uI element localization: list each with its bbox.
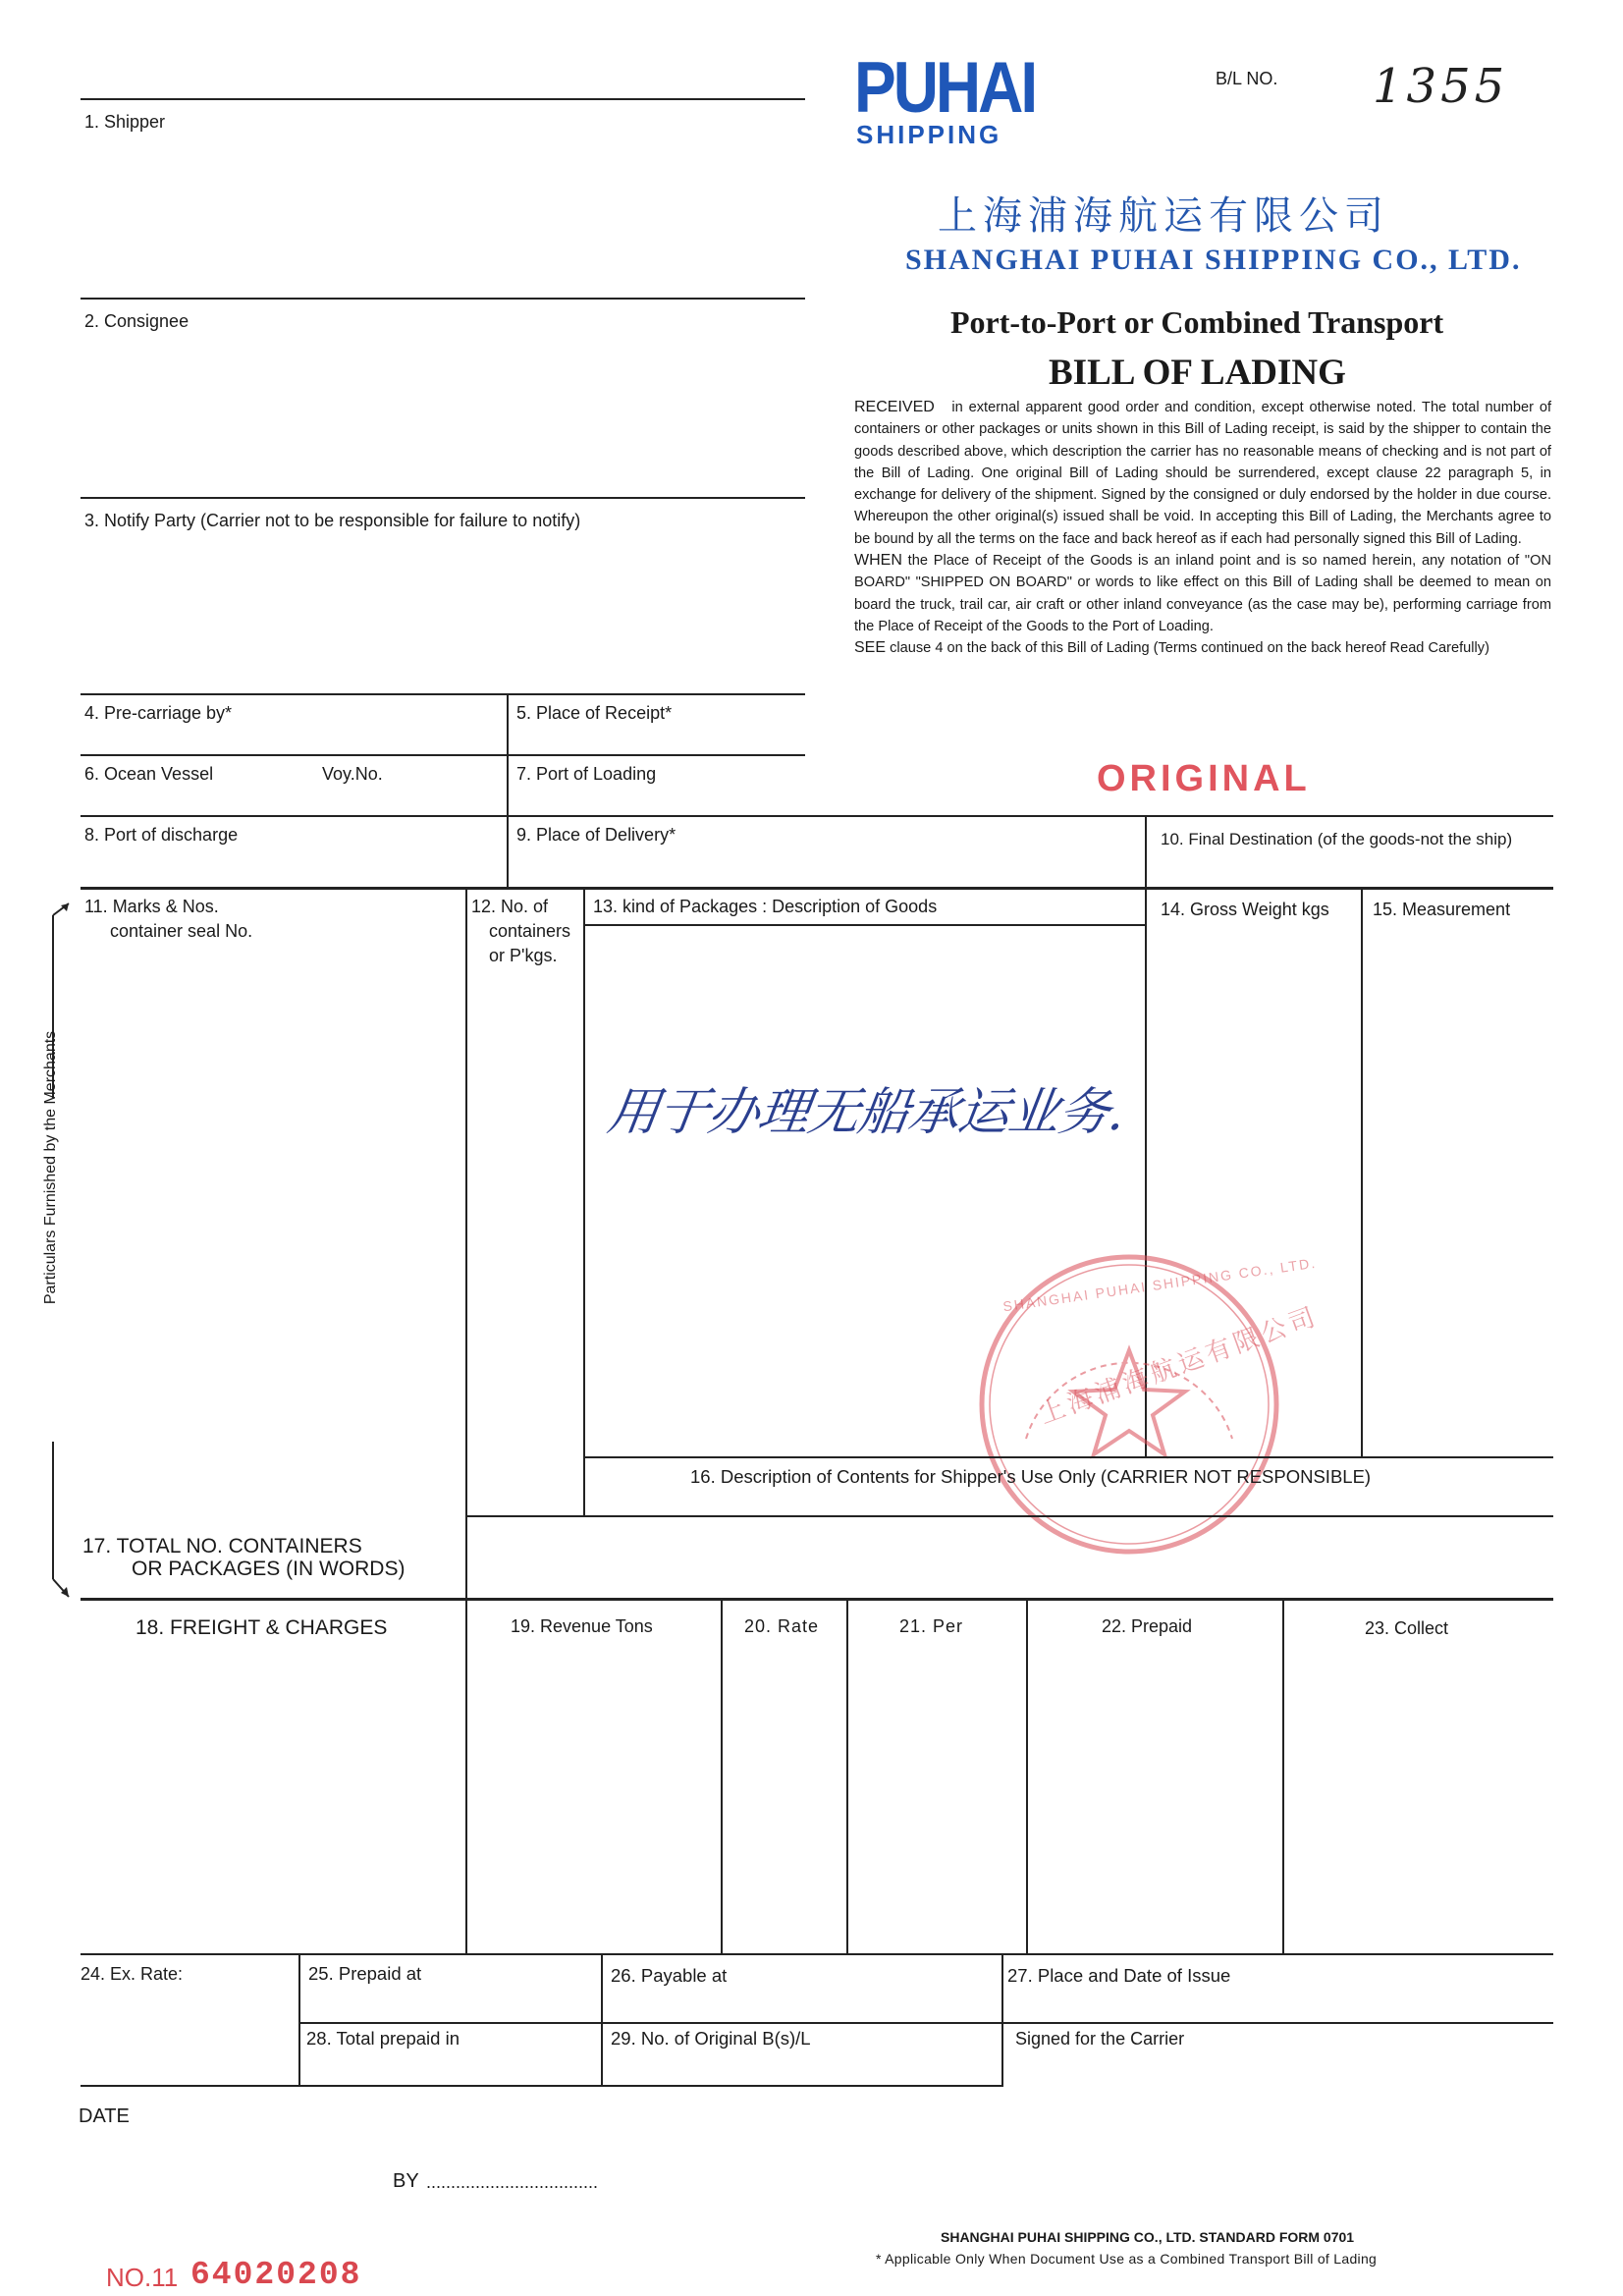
consignee-label: 2. Consignee bbox=[84, 311, 189, 331]
rule-shipper-bottom bbox=[81, 298, 805, 300]
company-logo bbox=[854, 46, 1036, 149]
rule-charges-bottom bbox=[81, 1953, 1553, 1955]
rule-row6-bottom bbox=[81, 815, 1553, 817]
total-prepaid-label: 28. Total prepaid in bbox=[306, 2028, 460, 2049]
port-of-discharge-label: 8. Port of discharge bbox=[84, 825, 239, 845]
rule-v-payable bbox=[601, 1953, 603, 2085]
rate-label: 20. Rate bbox=[744, 1616, 820, 1636]
handwritten-description: 用于办理无船承运业务. bbox=[604, 1083, 1128, 1142]
gross-weight-label: 14. Gross Weight kgs bbox=[1161, 900, 1329, 919]
per-label: 21. Per bbox=[899, 1616, 964, 1636]
payable-at-label: 26. Payable at bbox=[611, 1965, 728, 1986]
terms-see bbox=[854, 637, 1551, 659]
see-text: clause 4 on the back of this Bill of Lading (Terms continued on the back hereof Read Carefully) bbox=[890, 640, 1489, 657]
rule-v-row8b bbox=[1145, 815, 1147, 888]
shipper-use-label: 16. Description of Contents for Shipper's Use Only (CARRIER NOT RESPONSIBLE) bbox=[690, 1466, 1372, 1487]
collect-label: 23. Collect bbox=[1365, 1618, 1449, 1638]
kind-of-packages-label: 13. kind of Packages : Description of Goods bbox=[593, 897, 938, 916]
ocean-vessel-label: 6. Ocean Vessel bbox=[84, 764, 214, 784]
rule-v-collect bbox=[1282, 1600, 1284, 1953]
rule-v-issue bbox=[1001, 1953, 1003, 2085]
rule-v-rev bbox=[465, 1600, 467, 1953]
place-date-issue-label: 27. Place and Date of Issue bbox=[1007, 1965, 1231, 1986]
freight-charges-label: 18. FREIGHT & CHARGES bbox=[135, 1616, 388, 1639]
company-name-en: SHANGHAI PUHAI SHIPPING CO., LTD. bbox=[905, 244, 1522, 276]
prepaid-label: 22. Prepaid bbox=[1102, 1616, 1193, 1636]
no-containers-line3: or P'kgs. bbox=[489, 946, 558, 965]
applicable-note: * Applicable Only When Document Use as a Combined Transport Bill of Lading bbox=[876, 2251, 1378, 2267]
when-keyword: WHEN bbox=[854, 552, 902, 570]
voy-no-label: Voy.No. bbox=[322, 764, 383, 784]
prepaid-at-label: 25. Prepaid at bbox=[308, 1963, 422, 1984]
bl-no-label: B/L NO. bbox=[1216, 69, 1278, 88]
seal-cn-text: 上海浦海航运有限公司 bbox=[1035, 1301, 1323, 1431]
no-original-label: 29. No. of Original B(s)/L bbox=[611, 2028, 811, 2049]
no-containers-line2: containers bbox=[489, 921, 571, 941]
company-name-cn: 上海浦海航运有限公司 bbox=[938, 193, 1389, 239]
side-label-text: Particulars Furnished by the Merchants bbox=[42, 1030, 59, 1305]
revenue-tons-label: 19. Revenue Tons bbox=[511, 1616, 653, 1636]
rule-consignee-bottom bbox=[81, 497, 805, 499]
serial-number: 64020208 bbox=[190, 2257, 362, 2293]
logo-bottom-text: SHIPPING bbox=[856, 120, 1002, 149]
rule-v-rate bbox=[721, 1600, 723, 1953]
rule-v-col12 bbox=[465, 889, 467, 1515]
by-signature-line: ................................... bbox=[426, 2172, 599, 2192]
total-containers-line2: OR PACKAGES (IN WORDS) bbox=[132, 1558, 406, 1580]
received-text: in external apparent good order and condition, except otherwise noted. The total number of containers or other packages or units shown in this Bill of Lading receipt, is said by the shipper to contain the goods described above, which description the carrier has no reasonable means of checking and is not part of the Bill of Lading. One original Bill of Lading should be surrendered, except clause 22 paragraph 5, in exchange for delivery of the shipment. Signed by the consigned or duly endorsed by the holder in due course. Whereupon the other original(s) issued shall be void. In accepting this Bill of Lading, the Merchants agree to be bound by all the terms on the face and back hereof as if each had personally signed this Bill of Lading. bbox=[854, 400, 1551, 547]
signed-for-carrier-label: Signed for the Carrier bbox=[1015, 2029, 1185, 2049]
final-destination-label: 10. Final Destination (of the goods-not the ship) bbox=[1161, 830, 1513, 848]
pre-carriage-label: 4. Pre-carriage by* bbox=[84, 703, 233, 723]
measurement-label: 15. Measurement bbox=[1373, 900, 1511, 919]
rule-v-exrate bbox=[298, 1953, 300, 2085]
rule-v-per bbox=[846, 1600, 848, 1953]
rule-row4-bottom bbox=[81, 754, 805, 756]
document-title: BILL OF LADING bbox=[1049, 353, 1346, 393]
bl-no-value: 1355 bbox=[1373, 59, 1509, 114]
terms-when bbox=[854, 550, 1551, 637]
ex-rate-label: 24. Ex. Rate: bbox=[81, 1964, 184, 1984]
rule-bottom-end bbox=[81, 2085, 1003, 2087]
rule-v-col15 bbox=[1361, 889, 1363, 1456]
total-containers-line1: 17. TOTAL NO. CONTAINERS bbox=[82, 1535, 362, 1558]
by-label: BY bbox=[393, 2170, 419, 2192]
original-stamp-text: ORIGINAL bbox=[1097, 758, 1311, 799]
received-keyword: RECEIVED bbox=[854, 399, 935, 415]
shipper-label: 1. Shipper bbox=[84, 112, 166, 132]
rule-goods-inner bbox=[583, 924, 1145, 926]
rule-v-row4 bbox=[507, 693, 509, 888]
standard-form-line: SHANGHAI PUHAI SHIPPING CO., LTD. STANDARD FORM 0701 bbox=[941, 2229, 1355, 2245]
logo-top-text: PUHAI bbox=[854, 46, 1036, 128]
see-keyword: SEE bbox=[854, 639, 887, 657]
rule-row8-bottom bbox=[81, 887, 1553, 890]
date-label: DATE bbox=[79, 2105, 130, 2127]
rule-total-bottom bbox=[81, 1598, 1553, 1601]
port-of-loading-label: 7. Port of Loading bbox=[516, 764, 657, 784]
rule-notify-bottom bbox=[81, 693, 805, 695]
terms-text bbox=[854, 397, 1551, 660]
marks-label-line1: 11. Marks & Nos. bbox=[84, 897, 219, 916]
rule-shipper-use-bottom bbox=[465, 1515, 1553, 1517]
rule-top bbox=[81, 98, 805, 100]
notify-party-label: 3. Notify Party (Carrier not to be responsible for failure to notify) bbox=[84, 511, 581, 530]
rule-v-prepaid bbox=[1026, 1600, 1028, 1953]
rule-v-col13 bbox=[583, 889, 585, 1515]
document-subtitle: Port-to-Port or Combined Transport bbox=[950, 304, 1444, 340]
place-of-receipt-label: 5. Place of Receipt* bbox=[516, 703, 673, 723]
rule-shipper-use-top bbox=[583, 1456, 1553, 1458]
serial-prefix: NO.11 bbox=[106, 2263, 179, 2292]
when-text: the Place of Receipt of the Goods is an inland point and is so named herein, any notation of "ON BOARD" "SHIPPED ON BOARD" or words to like effect on this Bill of Lading shall be deemed to mean on board the truck, trail car, air craft or other inland conveyance (as the case may be), performing carriage from the Place of Receipt of the Goods to the Port of Loading. bbox=[854, 553, 1551, 634]
marks-label-line2: container seal No. bbox=[110, 921, 253, 941]
seal-en-text: SHANGHAI PUHAI SHIPPING CO., LTD. bbox=[1001, 1254, 1318, 1315]
rule-bottom-mid bbox=[298, 2022, 1553, 2024]
terms-received bbox=[854, 397, 1551, 550]
no-containers-line1: 12. No. of bbox=[471, 897, 549, 916]
place-of-delivery-label: 9. Place of Delivery* bbox=[516, 825, 676, 845]
rule-v-total bbox=[465, 1515, 467, 1599]
